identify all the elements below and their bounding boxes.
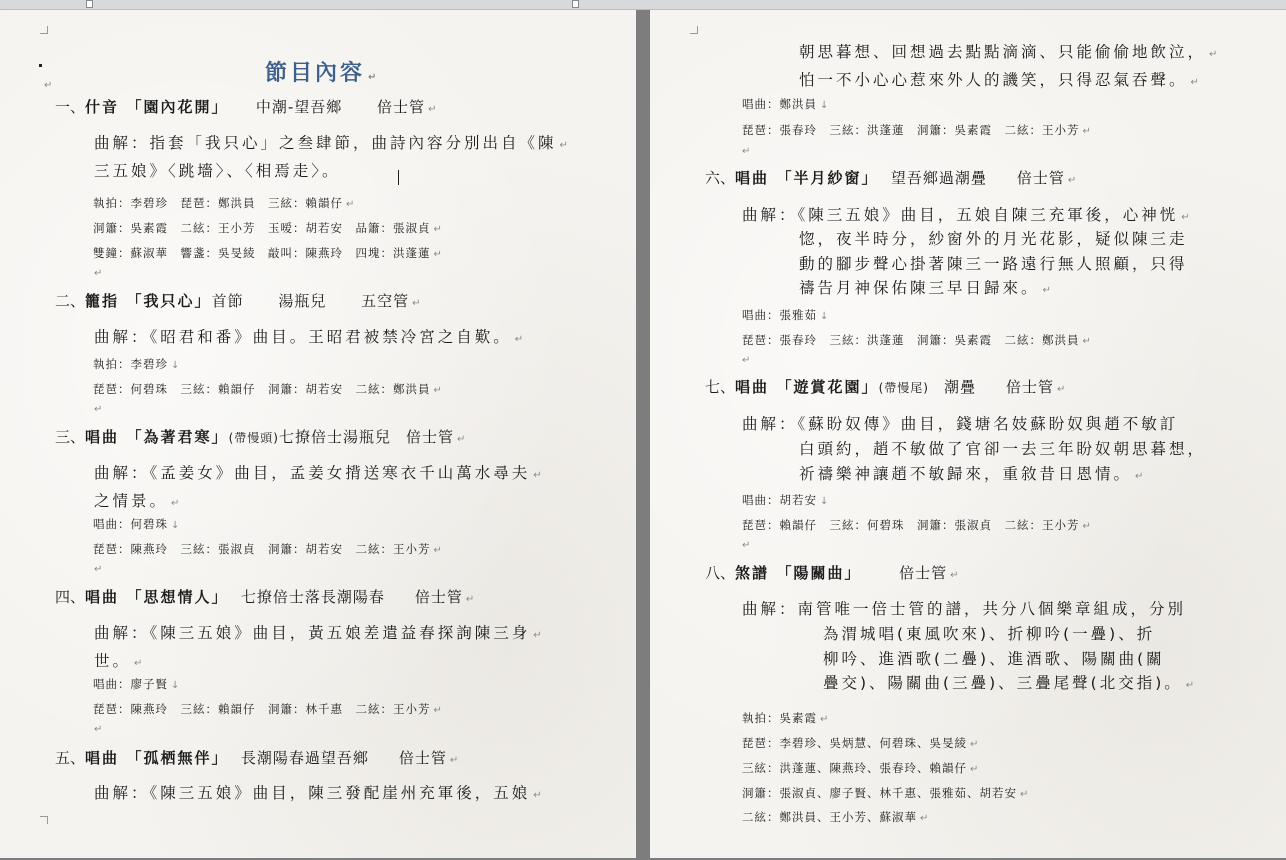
performers-line: 唱曲：廖子賢 ↓ [93,677,181,691]
right-indent-marker[interactable] [572,0,579,8]
margin-corner-mark [690,26,698,34]
performers-line: 二絃：鄭洪員、王小芳、蘇淑華 ↵ [742,810,930,824]
margin-corner-mark [40,816,48,824]
program-heading-7: 七、唱曲 「遊賞花園」(帶慢尾) 潮疊 倍士管 ↵ [705,378,1066,396]
program-heading-8: 八、煞譜 「陽關曲」 倍士管 ↵ [705,564,959,582]
performers-line: 琵琶：何碧珠 三絃：賴韻仔 洞簫：胡若安 二絃：鄭洪員 ↵ [93,382,443,396]
document-page-left[interactable]: 節目內容 ↵ ↵ 一、什音 「園內花開」 中潮-望吾鄉 倍士管 ↵ 曲解：指套「我只心」之叁肆節，曲詩內容分別出自《陳 ↵ 三五娘》〈跳墻〉、〈相焉走〉。 執拍：李碧珍 琵琶：鄭洪員 三絃：賴韻仔 ↵ 洞簫：吳素霞 二絃：王小芳 玉嗳：胡若安 品簫：張淑貞 ↵ 雙鐘：蘇淑華 響盞：吳旻綾 敲叫：陳燕玲 四塊：洪蓬蓮 ↵ ↵ 二、籠指 「我只心」首節 湯瓶兒 五空管 ↵ 曲解：《昭君和番》曲目。王昭君被禁冷宮之自歎。 ↵ 執拍：李碧珍 ↓ 琵琶：何碧珠 三絃：賴韻仔 洞簫：胡若安 二絃：鄭洪員 ↵ ↵ 三、唱曲 「為著君寒」(帶慢頭)七撩倍士湯瓶兒 倍士管 ↵ 曲解：《孟姜女》曲目，孟姜女揹送寒衣千山萬水尋夫 ↵ 之情景。 ↵ 唱曲：何碧珠 ↓ 琵琶：陳燕玲 三絃：張淑貞 洞簫：胡若安 二絃：王小芳 ↵ ↵ 四、唱曲 「思想情人」 七撩倍士落長潮陽春 倍士管 ↵ 曲解：《陳三五娘》曲目，黃五娘差遣益春探詢陳三身 ↵ 世。 ↵ 唱曲：廖子賢 ↓ 琵琶：陳燕玲 三絃：賴韻仔 洞簫：林千惠 二絃：王小芳 ↵ ↵ 五、唱曲 「孤栖無伴」 長潮陽春過望吾鄉 倍士管 ↵ 曲解：《陳三五娘》曲目，陳三發配崖州充軍後，五娘 ↵ [0,10,636,858]
program-heading-3: 三、唱曲 「為著君寒」(帶慢頭)七撩倍士湯瓶兒 倍士管 ↵ [55,428,466,446]
program-heading-4: 四、唱曲 「思想情人」 七撩倍士落長潮陽春 倍士管 ↵ [55,588,475,606]
program-description-6-continued: 惚，夜半時分，紗窗外的月光花影，疑似陳三走 動的腳步聲心掛著陳三一路遠行無人照顧，只得 禱告月神保佑陳三早日歸來。 ↵ [799,230,1188,297]
program-heading-1: 一、什音 「園內花開」 中潮-望吾鄉 倍士管 ↵ [55,98,437,116]
margin-corner-mark [40,26,48,34]
top-ruler [0,0,1286,10]
performers-line: 琵琶：陳燕玲 三絃：張淑貞 洞簫：胡若安 二絃：王小芳 ↵ [93,542,443,556]
program-heading-6: 六、唱曲 「半月紗窗」 望吾鄉過潮疊 倍士管 ↵ [705,169,1077,187]
program-heading-5: 五、唱曲 「孤栖無伴」 長潮陽春過望吾鄉 倍士管 ↵ [55,749,459,767]
performers-line: 洞簫：吳素霞 二絃：王小芳 玉嗳：胡若安 品簫：張淑貞 ↵ [93,221,443,235]
performers-line: 雙鐘：蘇淑華 響盞：吳旻綾 敲叫：陳燕玲 四塊：洪蓬蓮 ↵ [93,246,443,260]
page-title: 節目內容 ↵ [265,61,380,86]
performers-line: 唱曲：鄭洪員 ↓ [742,97,830,111]
program-description-8-continued: 為渭城唱(東風吹來)、折柳吟(一疊)、折 柳吟、進酒歌(二疊)、進酒歌、陽關曲(關 疊交)、陽關曲(三疊)、三疊尾聲(北交指)。 ↵ [823,625,1198,692]
list-bullet [39,64,42,67]
indent-marker[interactable] [86,0,93,8]
performers-line: 執拍：吳素霞 ↵ [742,711,830,725]
performers-line: 執拍：李碧珍 ↓ [93,357,181,371]
performers-line: 琵琶：李碧珍、吳炳慧、何碧珠、吳旻綾 ↵ [742,736,980,750]
program-description-5-continued: 朝思暮想、回想過去點點滴滴、只能偷偷地飲泣， ↵ 怕一不小心心惹來外人的譏笑，只得忍氣吞聲。 ↵ [799,43,1221,89]
program-description-4: 曲解：《陳三五娘》曲目，黃五娘差遣益春探詢陳三身 ↵ 世。 ↵ [94,624,545,670]
performers-line: 洞簫：張淑貞、廖子賢、林千惠、張雅茹、胡若安 ↵ [742,786,1030,800]
performers-line: 琵琶：陳燕玲 三絃：賴韻仔 洞簫：林千惠 二絃：王小芳 ↵ [93,702,443,716]
performers-line: 琵琶：張春玲 三絃：洪蓬蓮 洞簫：吳素霞 二絃：王小芳 ↵ [742,123,1092,137]
performers-line: 琵琶：張春玲 三絃：洪蓬蓮 洞簫：吳素霞 二絃：鄭洪員 ↵ [742,333,1092,347]
performers-line: 唱曲：張雅茹 ↓ [742,308,830,322]
program-description-5: 曲解：《陳三五娘》曲目，陳三發配崖州充軍後，五娘 ↵ [94,784,545,802]
program-description-7: 曲解：《蘇盼奴傳》曲目，錢塘名妓蘇盼奴與趙不敏訂 [742,415,1179,433]
program-description-2: 曲解：《昭君和番》曲目。王昭君被禁冷宮之自歎。 ↵ [94,328,527,346]
program-heading-2: 二、籠指 「我只心」首節 湯瓶兒 五空管 ↵ [55,292,421,310]
program-description-1: 曲解：指套「我只心」之叁肆節，曲詩內容分別出自《陳 ↵ 三五娘》〈跳墻〉、〈相焉走〉。 [94,134,571,180]
program-description-6: 曲解：《陳三五娘》曲目，五娘自陳三充軍後，心神恍 ↵ [742,206,1193,224]
performers-line: 執拍：李碧珍 琵琶：鄭洪員 三絃：賴韻仔 ↵ [93,196,356,210]
performers-line: 琵琶：賴韻仔 三絃：何碧珠 洞簫：張淑貞 二絃：王小芳 ↵ [742,518,1092,532]
performers-line: 三絃：洪蓬蓮、陳燕玲、張春玲、賴韻仔 ↵ [742,761,980,775]
document-page-right[interactable]: 朝思暮想、回想過去點點滴滴、只能偷偷地飲泣， ↵ 怕一不小心心惹來外人的譏笑，只得忍氣吞聲。 ↵ 唱曲：鄭洪員 ↓ 琵琶：張春玲 三絃：洪蓬蓮 洞簫：吳素霞 二絃：王小芳 ↵ ↵ 六、唱曲 「半月紗窗」 望吾鄉過潮疊 倍士管 ↵ 曲解：《陳三五娘》曲目，五娘自陳三充軍後，心神恍 ↵ 惚，夜半時分，紗窗外的月光花影，疑似陳三走 動的腳步聲心掛著陳三一路遠行無人照顧，只得 禱告月神保佑陳三早日歸來。 ↵ 唱曲：張雅茹 ↓ 琵琶：張春玲 三絃：洪蓬蓮 洞簫：吳素霞 二絃：鄭洪員 ↵ ↵ 七、唱曲 「遊賞花園」(帶慢尾) 潮疊 倍士管 ↵ 曲解：《蘇盼奴傳》曲目，錢塘名妓蘇盼奴與趙不敏訂 白頭約，趙不敏做了官卻一去三年盼奴朝思暮想， 祈禱樂神讓趙不敏歸來，重敘昔日恩情。 ↵ 唱曲：胡若安 ↓ 琵琶：賴韻仔 三絃：何碧珠 洞簫：張淑貞 二絃：王小芳 ↵ ↵ 八、煞譜 「陽關曲」 倍士管 ↵ 曲解：南管唯一倍士管的譜，共分八個樂章組成，分別 為渭城唱(東風吹來)、折柳吟(一疊)、折 柳吟、進酒歌(二疊)、進酒歌、陽關曲(關 疊交)、陽關曲(三疊)、三疊尾聲(北交指)。 ↵ 執拍：吳素霞 ↵ 琵琶：李碧珍、吳炳慧、何碧珠、吳旻綾 ↵ 三絃：洪蓬蓮、陳燕玲、張春玲、賴韻仔 ↵ 洞簫：張淑貞、廖子賢、林千惠、張雅茹、胡若安 ↵ 二絃：鄭洪員、王小芳、蘇淑華 ↵ [650,10,1286,858]
performers-line: 唱曲：胡若安 ↓ [742,493,830,507]
program-description-7-continued: 白頭約，趙不敏做了官卻一去三年盼奴朝思暮想， 祈禱樂神讓趙不敏歸來，重敘昔日恩情。 ↵ [799,440,1207,483]
program-description-3: 曲解：《孟姜女》曲目，孟姜女揹送寒衣千山萬水尋夫 ↵ 之情景。 ↵ [94,464,545,510]
text-cursor [398,170,399,185]
performers-line: 唱曲：何碧珠 ↓ [93,517,181,531]
program-description-8: 曲解：南管唯一倍士管的譜，共分八個樂章組成，分別 [742,600,1187,618]
